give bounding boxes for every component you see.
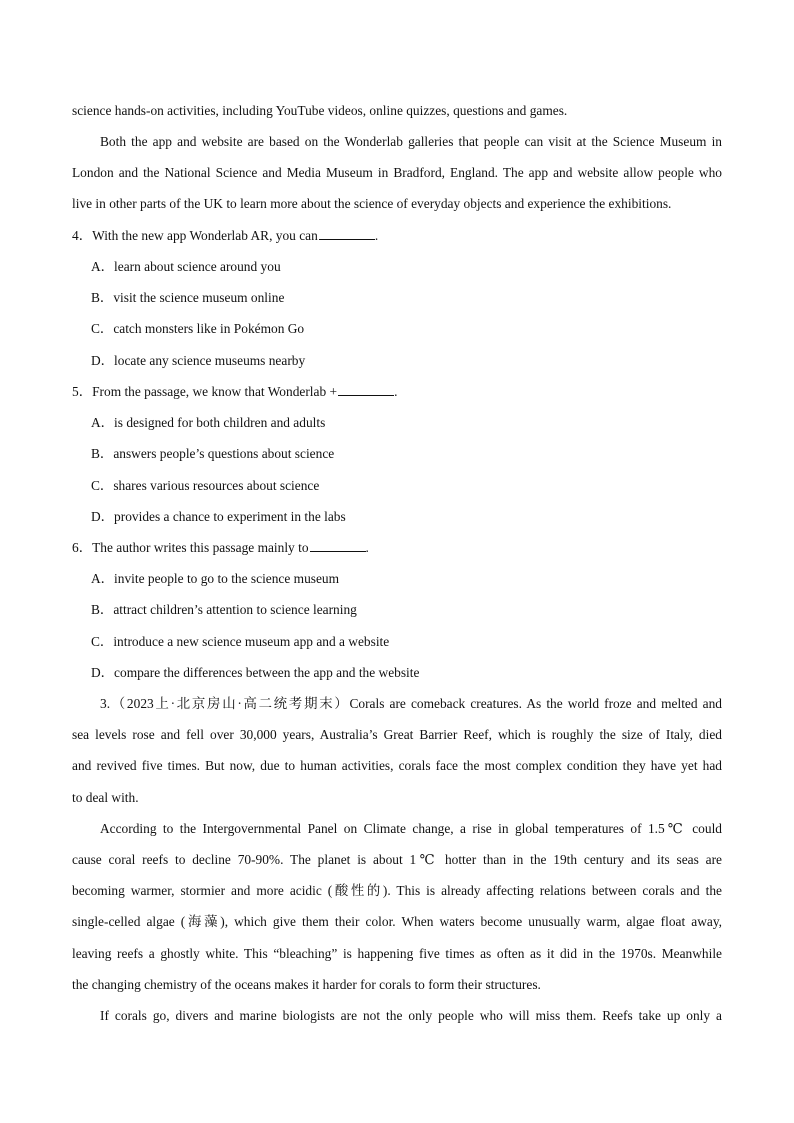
- question-6-stem: [72, 540, 722, 556]
- option-a: A．learn about science around you: [91, 259, 281, 274]
- paragraph-line: If corals go, divers and marine biologists are not the only people who will miss them. Reefs take up only a: [100, 1008, 722, 1023]
- paragraph-line: live in other parts of the UK to learn more about the science of everyday objects and experience the exhibitions.: [72, 196, 672, 211]
- option-d: D．provides a chance to experiment in the labs: [91, 509, 346, 524]
- intro-tail-line: science hands-on activities, including YouTube videos, online quizzes, questions and games.: [72, 103, 568, 118]
- passage-3-heading-line: 3.（2023上·北京房山·高二统考期末）Corals are comeback creatures. As the world froze and melted and: [100, 696, 722, 711]
- question-end: .: [374, 228, 379, 243]
- paragraph-line: cause coral reefs to decline 70-90%. The planet is about 1℃ hotter than in the 19th century and its seas are: [72, 852, 722, 867]
- answer-blank: [310, 540, 366, 552]
- option-a: A．invite people to go to the science museum: [91, 571, 340, 586]
- question-text: 4．With the new app Wonderlab AR, you can: [72, 228, 318, 243]
- option-b: B．visit the science museum online: [91, 290, 285, 305]
- paragraph-line: single-celled algae (海藻), which give them their color. When waters become unusually warm, algae float away,: [72, 914, 722, 929]
- question-5-stem: [72, 384, 722, 400]
- paragraph-line: the changing chemistry of the oceans makes it harder for corals to form their structures.: [72, 977, 541, 992]
- option-d: D．locate any science museums nearby: [91, 353, 306, 368]
- paragraph-line: Both the app and website are based on the Wonderlab galleries that people can visit at the Science Museum in: [100, 134, 722, 149]
- question-end: .: [365, 540, 369, 555]
- paragraph-line: to deal with.: [72, 790, 139, 805]
- answer-blank: [338, 384, 394, 396]
- paragraph-line: sea levels rose and fell over 30,000 years, Australia’s Great Barrier Reef, which is roughly the size of Italy, died: [72, 727, 722, 742]
- question-4-stem: [72, 228, 722, 244]
- option-d: D．compare the differences between the app and the website: [91, 665, 420, 680]
- option-b: B．attract children’s attention to science learning: [91, 602, 357, 617]
- option-a: A．is designed for both children and adults: [91, 415, 326, 430]
- question-end: .: [394, 384, 398, 399]
- question-text: 5．From the passage, we know that Wonderlab +: [72, 384, 338, 399]
- question-text: 6．The author writes this passage mainly to: [72, 540, 309, 555]
- option-b: B．answers people’s questions about science: [91, 446, 335, 461]
- paragraph-line: According to the Intergovernmental Panel on Climate change, a rise in global temperatures of 1.5℃ could: [100, 821, 722, 836]
- option-c: C．shares various resources about science: [91, 478, 320, 493]
- option-c: C．catch monsters like in Pokémon Go: [91, 321, 305, 336]
- option-c: C．introduce a new science museum app and a website: [91, 634, 390, 649]
- answer-blank: [319, 228, 375, 240]
- paragraph-line: London and the National Science and Media Museum in Bradford, England. The app and website allow people who: [72, 165, 722, 180]
- paragraph-line: becoming warmer, stormier and more acidic (酸性的). This is already affecting relations between corals and the: [72, 883, 722, 898]
- paragraph-line: and revived five times. But now, due to human activities, corals face the most complex condition they have yet had: [72, 758, 722, 773]
- paragraph-line: leaving reefs a ghostly white. This “bleaching” is happening five times as often as it did in the 1970s. Meanwhile: [72, 946, 722, 961]
